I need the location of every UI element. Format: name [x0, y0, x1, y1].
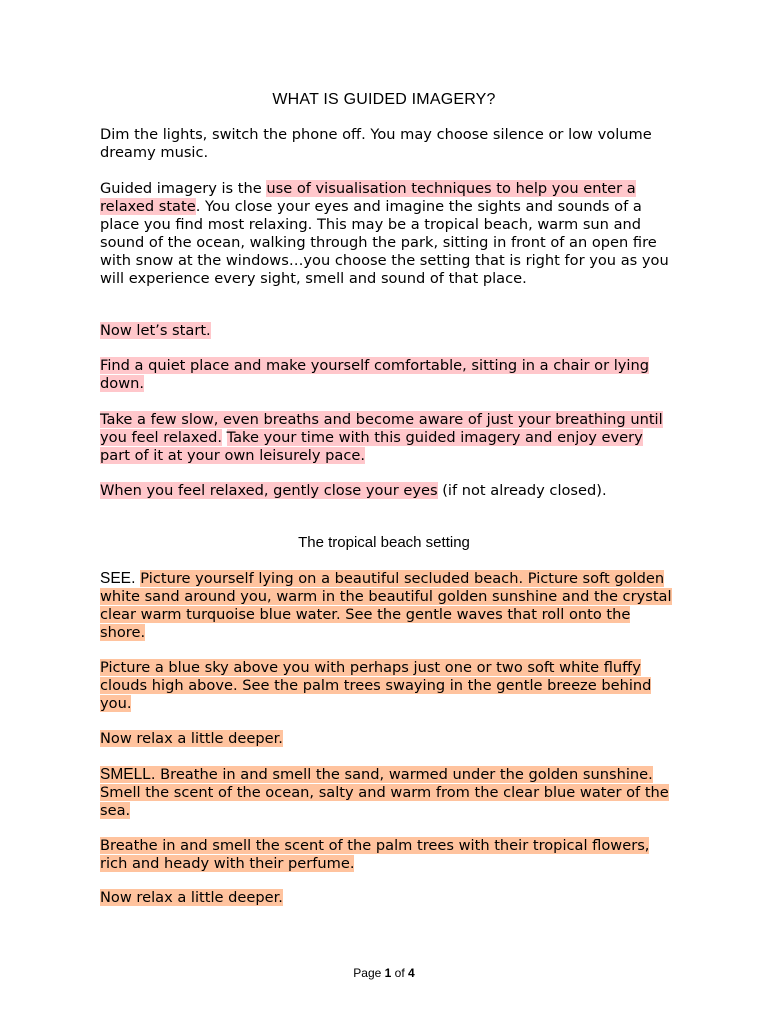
see-dot: .: [131, 570, 141, 587]
section-heading: The tropical beach setting: [298, 534, 470, 551]
intro-text: Dim the lights, switch the phone off. You may choose silence or low volume dreamy music.: [100, 126, 652, 161]
see-paragraph: [100, 570, 672, 642]
smell-paragraph: [100, 766, 672, 820]
page-label: Page: [353, 966, 385, 980]
smell-keyword: SMELL: [100, 766, 151, 783]
page-number: 1: [384, 966, 392, 980]
quiet-place-paragraph: [100, 357, 672, 393]
guided-imagery-suffix: . You close your eyes and imagine the sights and sounds of a place you find most relaxing. This may be a tropical beach, warm sun and sound of the ocean, walking through the park, sitting in front of an open fire with snow at the windows…you choose the setting that is right for you as you will experience every sight, smell and sound of that place.: [100, 197, 669, 287]
guided-imagery-paragraph: [100, 180, 672, 287]
relax-text-2: Now relax a little deeper.: [100, 889, 283, 906]
quiet-place-text: Find a quiet place and make yourself comfortable, sitting in a chair or lying down.: [100, 357, 650, 392]
of-label: of: [391, 966, 409, 980]
intro-paragraph: [100, 126, 672, 162]
relax-text-1: Now relax a little deeper.: [100, 730, 283, 747]
see-keyword: SEE: [100, 570, 132, 587]
close-eyes-suffix: (if not already closed).: [437, 482, 607, 499]
breaths-paragraph: [100, 411, 672, 465]
breaths-text-2: Take your time with this guided imagery and enjoy every part of it at your own leisurely pace.: [100, 428, 643, 464]
guided-imagery-highlight: use of visualisation techniques to help you enter a relaxed state: [100, 180, 636, 215]
document-title: WHAT IS GUIDED IMAGERY?: [272, 91, 496, 108]
palm-text: Breathe in and smell the scent of the palm trees with their tropical flowers, rich and heady with their perfume.: [100, 837, 650, 872]
relax-paragraph-1: [100, 730, 672, 748]
sky-text: Picture a blue sky above you with perhaps just one or two soft white fluffy clouds high above. See the palm trees swaying in the gentle breeze behind you.: [100, 659, 652, 712]
palm-paragraph: [100, 837, 672, 873]
start-paragraph: [100, 322, 672, 340]
sky-paragraph: [100, 659, 672, 713]
page-total: 4: [408, 966, 415, 980]
page-footer: [0, 965, 768, 981]
breaths-text-1: Take a few slow, even breaths and become aware of just your breathing until you feel relaxed.: [100, 411, 663, 446]
guided-imagery-prefix: Guided imagery is the: [100, 180, 267, 197]
start-text: Now let’s start.: [100, 322, 211, 339]
close-eyes-highlight: When you feel relaxed, gently close your eyes: [100, 482, 438, 499]
close-eyes-paragraph: [100, 482, 672, 500]
smell-text: . Breathe in and smell the sand, warmed under the golden sunshine. Smell the scent of the ocean, salty and warm from the clear blue water of the sea.: [100, 766, 669, 819]
relax-paragraph-2: [100, 889, 672, 907]
see-text: Picture yourself lying on a beautiful secluded beach. Picture soft golden white sand around you, warm in the beautiful golden sunshine and the crystal clear warm turquoise blue water. See the gentle waves that roll onto the shore.: [100, 570, 672, 641]
